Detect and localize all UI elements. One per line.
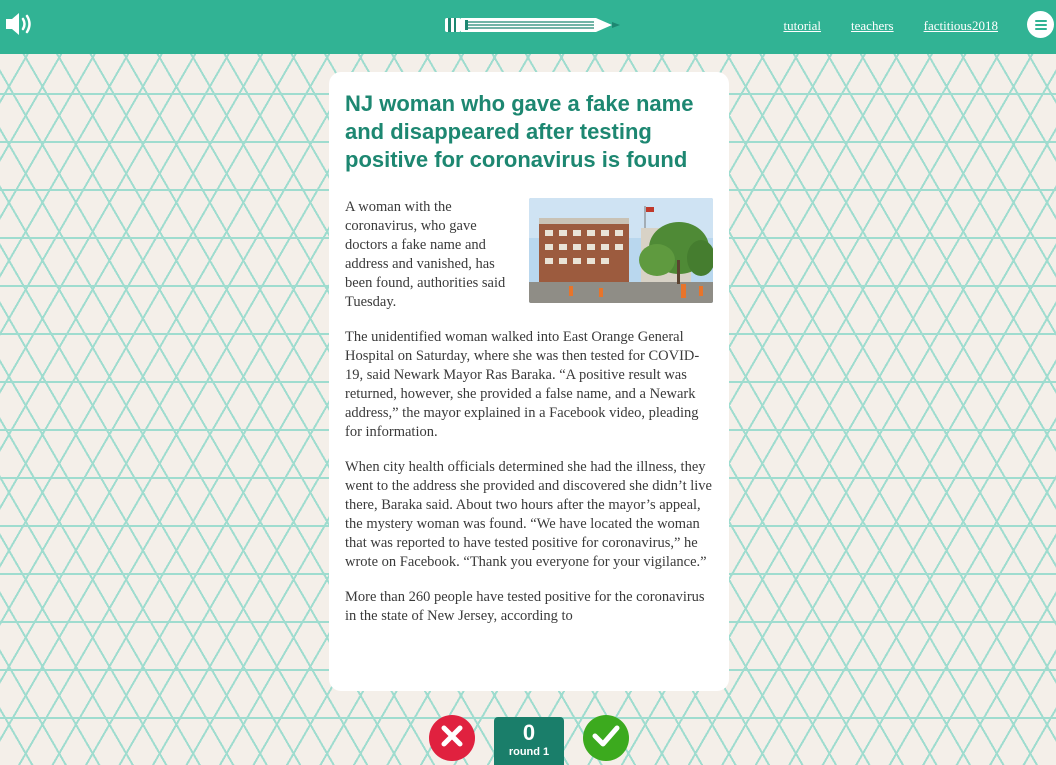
score-panel bbox=[494, 717, 564, 765]
article-paragraph: A woman with the coronavirus, who gave doctors a fake name and address and vanished, has been found, authorities said Tuesday. bbox=[345, 199, 506, 310]
pencil-logo-icon[interactable] bbox=[444, 14, 622, 36]
article-body bbox=[345, 198, 713, 626]
true-answer-button[interactable] bbox=[583, 715, 629, 761]
article-paragraph: The unidentified woman walked into East Orange General Hospital on Saturday, where she was then tested for COVID-19, said Newark Mayor Ras Baraka. “A positive result was returned, however, she provided a false name, and a Newark address,” the mayor explained in a Facebook video, pleading for information. bbox=[345, 329, 700, 440]
nav-link-factitious2018[interactable]: factitious2018 bbox=[923, 18, 998, 33]
article-headline: NJ woman who gave a fake name and disappeared after testing positive for coronavirus is found bbox=[345, 91, 694, 172]
hamburger-menu-icon[interactable] bbox=[1027, 11, 1054, 38]
x-icon bbox=[440, 724, 464, 753]
speaker-icon[interactable] bbox=[4, 10, 36, 38]
round-label: round 1 bbox=[508, 746, 550, 758]
article-paragraph: More than 260 people have tested positive for the coronavirus in the state of New Jersey, according to bbox=[345, 589, 705, 624]
nav-link-teachers[interactable]: teachers bbox=[851, 18, 894, 33]
false-answer-button[interactable] bbox=[429, 715, 475, 761]
article-photo bbox=[529, 198, 713, 303]
top-bar bbox=[0, 0, 1056, 54]
nav-link-tutorial[interactable]: tutorial bbox=[783, 18, 822, 33]
top-nav bbox=[783, 18, 998, 34]
score-value: 0 bbox=[522, 720, 536, 745]
article-paragraph: When city health officials determined she had the illness, they went to the address she provided and discovered she didn’t live there, Baraka said. About two hours after the mayor’s appeal, the mystery woman was found. “We have located the woman that was reported to have tested positive for coronavirus,” he wrote on Facebook. “Thank you everyone for your vigilance.” bbox=[345, 459, 712, 570]
checkmark-icon bbox=[592, 724, 620, 753]
article-card[interactable] bbox=[329, 72, 729, 691]
